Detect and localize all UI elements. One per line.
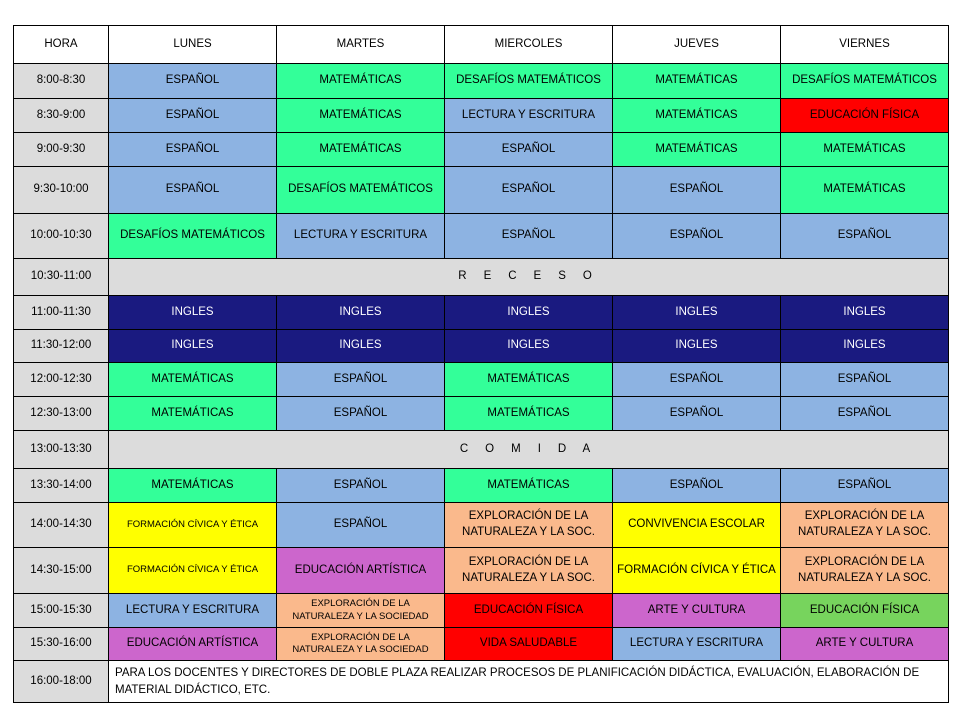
break-cell: C O M I D A [109,431,949,469]
time-cell: 15:30-16:00 [14,628,109,661]
table-row [14,296,949,330]
subject-cell-miercoles: MATEMÁTICAS [445,469,613,503]
time-cell: 14:00-14:30 [14,503,109,548]
table-row [14,469,949,503]
subject-cell-miercoles: INGLES [445,296,613,330]
time-cell: 12:00-12:30 [14,363,109,397]
time-cell: 14:30-15:00 [14,548,109,594]
subject-cell-miercoles: VIDA SALUDABLE [445,628,613,661]
subject-cell-miercoles: ESPAÑOL [445,133,613,167]
table-row [14,167,949,214]
subject-cell-lunes: MATEMÁTICAS [109,397,277,431]
subject-cell-martes: EXPLORACIÓN DE LA NATURALEZA Y LA SOCIEDAD [277,594,445,628]
subject-cell-viernes: DESAFÍOS MATEMÁTICOS [781,64,949,99]
table-row [14,628,949,661]
header-hora: HORA [14,26,109,64]
time-cell: 15:00-15:30 [14,594,109,628]
subject-cell-martes: ESPAÑOL [277,503,445,548]
subject-cell-martes: INGLES [277,296,445,330]
subject-cell-jueves: MATEMÁTICAS [613,133,781,167]
subject-cell-miercoles: DESAFÍOS MATEMÁTICOS [445,64,613,99]
subject-cell-jueves: CONVIVENCIA ESCOLAR [613,503,781,548]
time-cell: 9:00-9:30 [14,133,109,167]
header-row [14,26,949,64]
time-cell: 10:30-11:00 [14,259,109,296]
table-row [14,363,949,397]
header-viernes: VIERNES [781,26,949,64]
subject-cell-viernes: ESPAÑOL [781,469,949,503]
subject-cell-jueves: MATEMÁTICAS [613,99,781,133]
subject-cell-lunes: ESPAÑOL [109,99,277,133]
subject-cell-viernes: EXPLORACIÓN DE LA NATURALEZA Y LA SOC. [781,548,949,594]
subject-cell-lunes: INGLES [109,296,277,330]
subject-cell-viernes: MATEMÁTICAS [781,167,949,214]
subject-cell-miercoles: INGLES [445,330,613,363]
subject-cell-jueves: ESPAÑOL [613,469,781,503]
table-row [14,594,949,628]
subject-cell-miercoles: ESPAÑOL [445,214,613,259]
class-schedule-table [13,25,949,703]
subject-cell-viernes: INGLES [781,296,949,330]
time-cell: 8:00-8:30 [14,64,109,99]
table-row [14,214,949,259]
table-row [14,99,949,133]
subject-cell-martes: INGLES [277,330,445,363]
subject-cell-lunes: ESPAÑOL [109,133,277,167]
subject-cell-martes: EDUCACIÓN ARTÍSTICA [277,548,445,594]
subject-cell-miercoles: EXPLORACIÓN DE LA NATURALEZA Y LA SOC. [445,548,613,594]
header-martes: MARTES [277,26,445,64]
subject-cell-jueves: MATEMÁTICAS [613,64,781,99]
table-row [14,548,949,594]
subject-cell-martes: ESPAÑOL [277,363,445,397]
subject-cell-miercoles: LECTURA Y ESCRITURA [445,99,613,133]
subject-cell-lunes: LECTURA Y ESCRITURA [109,594,277,628]
subject-cell-viernes: INGLES [781,330,949,363]
subject-cell-viernes: EDUCACIÓN FÍSICA [781,594,949,628]
subject-cell-jueves: ESPAÑOL [613,363,781,397]
table-row [14,64,949,99]
subject-cell-lunes: DESAFÍOS MATEMÁTICOS [109,214,277,259]
subject-cell-jueves: INGLES [613,296,781,330]
time-cell: 8:30-9:00 [14,99,109,133]
subject-cell-miercoles: MATEMÁTICAS [445,397,613,431]
subject-cell-lunes: ESPAÑOL [109,167,277,214]
table-row [14,661,949,703]
time-cell: 13:30-14:00 [14,469,109,503]
subject-cell-lunes: FORMACIÓN CÍVICA Y ÉTICA [109,503,277,548]
subject-cell-martes: MATEMÁTICAS [277,99,445,133]
subject-cell-jueves: ESPAÑOL [613,397,781,431]
subject-cell-viernes: EXPLORACIÓN DE LA NATURALEZA Y LA SOC. [781,503,949,548]
subject-cell-martes: MATEMÁTICAS [277,64,445,99]
subject-cell-martes: ESPAÑOL [277,397,445,431]
subject-cell-jueves: LECTURA Y ESCRITURA [613,628,781,661]
subject-cell-lunes: EDUCACIÓN ARTÍSTICA [109,628,277,661]
schedule-body [14,64,949,703]
subject-cell-martes: DESAFÍOS MATEMÁTICOS [277,167,445,214]
subject-cell-viernes: ESPAÑOL [781,397,949,431]
subject-cell-viernes: EDUCACIÓN FÍSICA [781,99,949,133]
table-row [14,397,949,431]
subject-cell-miercoles: EXPLORACIÓN DE LA NATURALEZA Y LA SOC. [445,503,613,548]
subject-cell-lunes: MATEMÁTICAS [109,469,277,503]
subject-cell-lunes: ESPAÑOL [109,64,277,99]
time-cell: 16:00-18:00 [14,661,109,703]
time-cell: 11:00-11:30 [14,296,109,330]
subject-cell-martes: ESPAÑOL [277,469,445,503]
subject-cell-jueves: FORMACIÓN CÍVICA Y ÉTICA [613,548,781,594]
subject-cell-miercoles: MATEMÁTICAS [445,363,613,397]
time-cell: 12:30-13:00 [14,397,109,431]
subject-cell-viernes: ESPAÑOL [781,214,949,259]
time-cell: 9:30-10:00 [14,167,109,214]
subject-cell-jueves: ARTE Y CULTURA [613,594,781,628]
table-row [14,133,949,167]
header-miercoles: MIERCOLES [445,26,613,64]
table-row [14,259,949,296]
subject-cell-jueves: ESPAÑOL [613,167,781,214]
subject-cell-lunes: MATEMÁTICAS [109,363,277,397]
subject-cell-viernes: ARTE Y CULTURA [781,628,949,661]
time-cell: 13:00-13:30 [14,431,109,469]
table-row [14,431,949,469]
table-row [14,330,949,363]
subject-cell-viernes: MATEMÁTICAS [781,133,949,167]
subject-cell-jueves: INGLES [613,330,781,363]
header-jueves: JUEVES [613,26,781,64]
subject-cell-miercoles: EDUCACIÓN FÍSICA [445,594,613,628]
subject-cell-martes: MATEMÁTICAS [277,133,445,167]
header-lunes: LUNES [109,26,277,64]
time-cell: 10:00-10:30 [14,214,109,259]
subject-cell-martes: LECTURA Y ESCRITURA [277,214,445,259]
subject-cell-viernes: ESPAÑOL [781,363,949,397]
note-cell: PARA LOS DOCENTES Y DIRECTORES DE DOBLE PLAZA REALIZAR PROCESOS DE PLANIFICACIÓN DIDÁCTICA, EVALUACIÓN, ELABORACIÓN DE MATERIAL DIDÁCTICO, ETC. [109,661,949,703]
time-cell: 11:30-12:00 [14,330,109,363]
table-row [14,503,949,548]
subject-cell-miercoles: ESPAÑOL [445,167,613,214]
subject-cell-lunes: INGLES [109,330,277,363]
subject-cell-lunes: FORMACIÓN CÍVICA Y ÉTICA [109,548,277,594]
subject-cell-martes: EXPLORACIÓN DE LA NATURALEZA Y LA SOCIEDAD [277,628,445,661]
break-cell: R E C E S O [109,259,949,296]
subject-cell-jueves: ESPAÑOL [613,214,781,259]
